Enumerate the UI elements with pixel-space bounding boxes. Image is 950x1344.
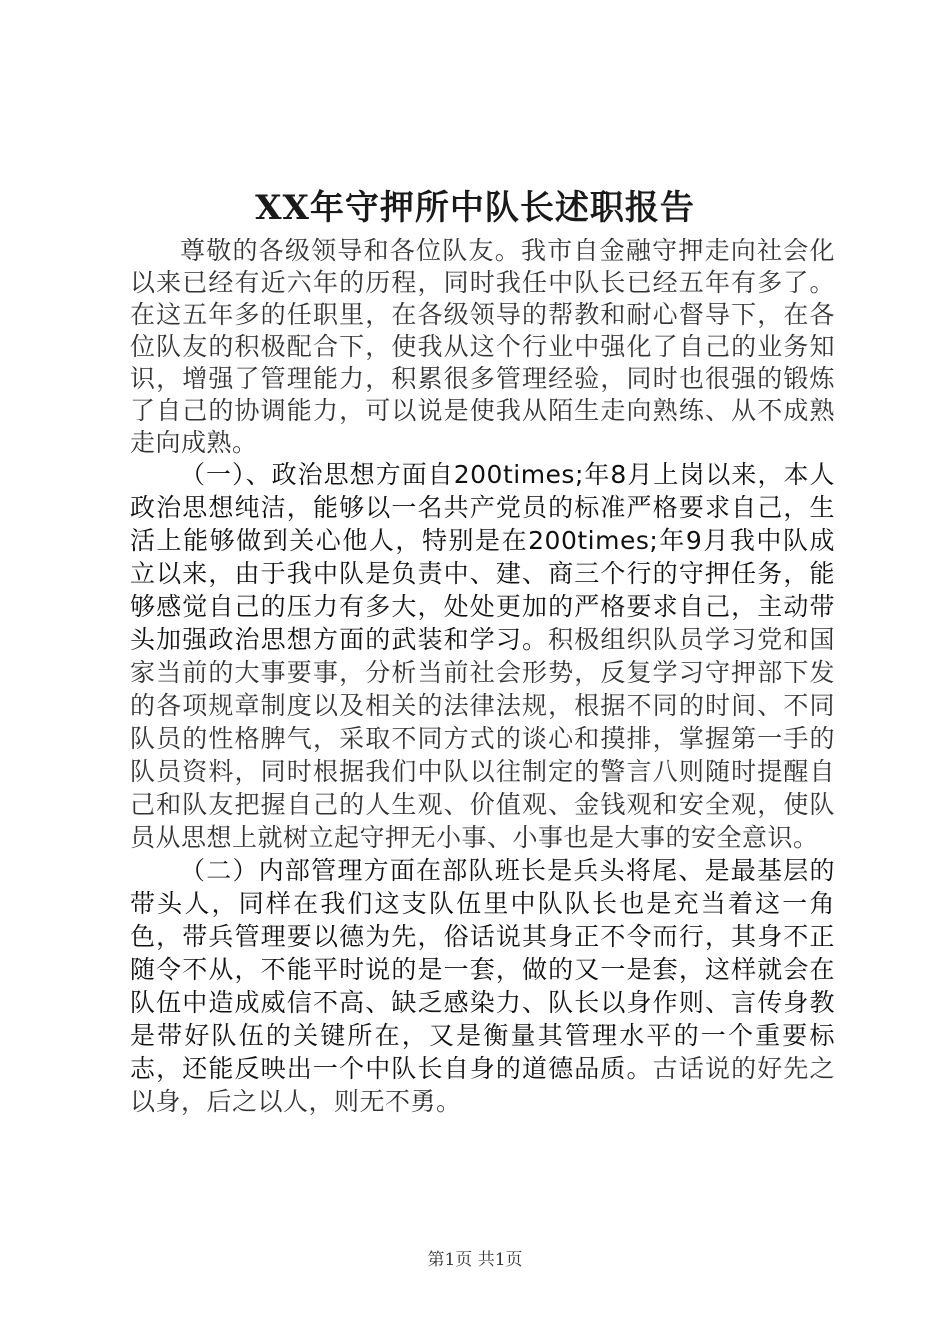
- document-body: [130, 235, 835, 1119]
- page-footer: 第1页 共1页: [427, 1250, 523, 1270]
- paragraph-political: [130, 459, 835, 855]
- paragraph-intro: [130, 235, 835, 459]
- paragraph-management-text-a: （二）内部管理方面在部队班长是兵头将尾、是最基层的带头人，同样在我们这支队伍里中队队长也是充当着这一角色，带兵管理要以德为先，俗话说其身正不令而行，其身不正随令不从，不能平时说的是一套，做的又一是套，这样就会在队伍中造成威信不高、缺乏感染力、队长以身作则、言传身教是带好队伍的关键所在，又是衡量其管理水平的一个重要标志，还能反映出一个中队长自身的道德品质。: [130, 856, 835, 1083]
- paragraph-management-text-b: 古话说的好先之以身，后之以人，则无不勇。: [130, 1054, 835, 1116]
- paragraph-management: [130, 855, 835, 1119]
- paragraph-political-text-a: （一）、政治思想方面自200times;年8月上岗以来，本人政治思想纯洁，能够以一名共产党员的标准严格要求自己，生活上能够做到关心他人，特别是在200times;年9月我中队成立以来，由于我中队是负责中、建、商三个行的守押任务，能够感觉自己的压力有多大，处处更加的严格要求自己，主动带头加强政治思想方面的武装和学习。: [130, 460, 835, 654]
- paragraph-political-text-b: 积极组织队员学习党和国家当前的大事要事，分析当前社会形势，反复学习守押部下发的各项规章制度以及相关的法律法规，根据不同的时间、不同队员的性格脾气，采取不同方式的谈心和摸排，掌握第一手的队员资料，同时根据我们中队以往制定的警言八则随时提醒自己和队友把握自己的人生观、价值观、金钱观和安全观，使队员从思想上就树立起守押无小事、小事也是大事的安全意识。: [130, 625, 835, 852]
- document-title: XX年守押所中队长述职报告: [255, 188, 695, 228]
- paragraph-intro-text: 尊敬的各级领导和各位队友。我市自金融守押走向社会化以来已经有近六年的历程，同时我任中队长已经五年有多了。在这五年多的任职里，在各级领导的帮教和耐心督导下，在各位队友的积极配合下，使我从这个行业中强化了自己的业务知识，增强了管理能力，积累很多管理经验，同时也很强的锻炼了自己的协调能力，可以说是使我从陌生走向熟练、从不成熟走向成熟。: [130, 236, 835, 457]
